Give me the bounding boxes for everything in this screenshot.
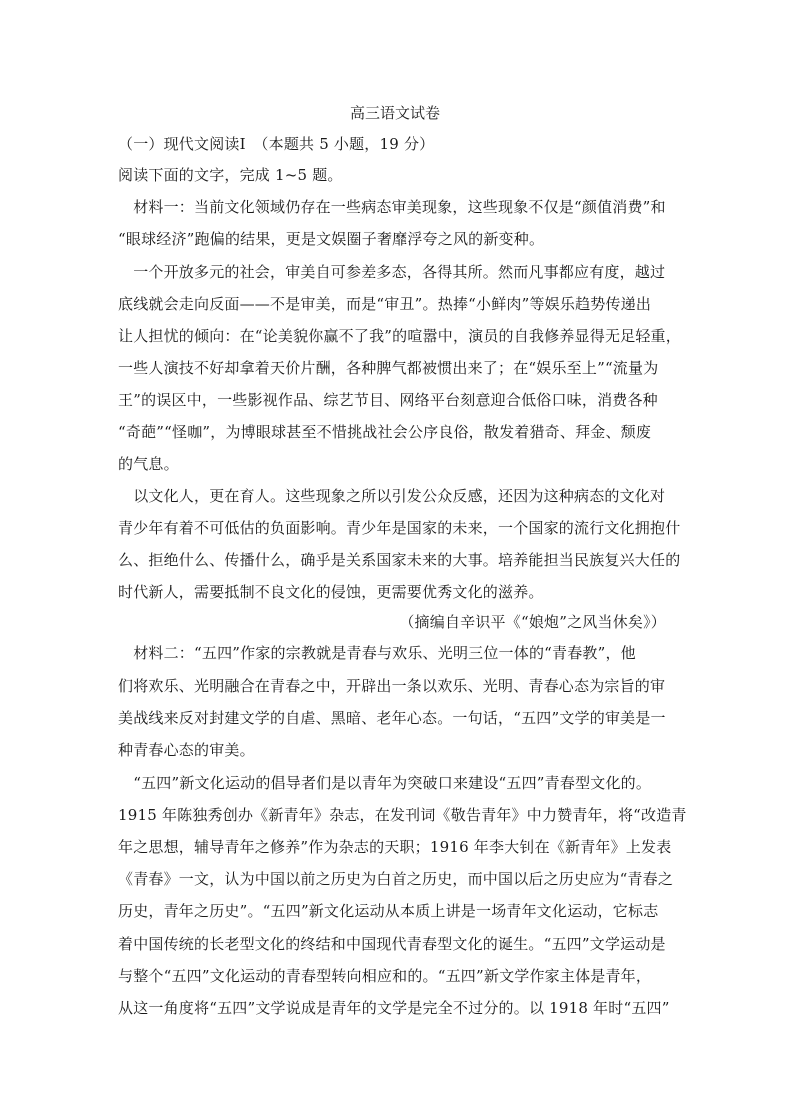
text-line: “眼球经济”跑偏的结果，更是文娱圈子奢靡浮夸之风的新变种。 <box>118 230 545 248</box>
text-line: 1915 年陈独秀创办《新青年》杂志，在发刊词《敬告青年》中力赞青年，将“改造青 <box>118 806 687 824</box>
text-line: 一个开放多元的社会，审美自可参差多态，各得其所。然而凡事都应有度，越过 <box>118 263 666 281</box>
text-line: 材料一：当前文化领域仍存在一些病态审美现象，这些现象不仅是“颜值消费”和 <box>118 198 666 216</box>
source-citation: （摘编自辛识平《“娘炮”之风当休矣》） <box>399 613 666 631</box>
text-line: 材料二：“五四”作家的宗教就是青春与欢乐、光明三位一体的“青春教”，他 <box>118 644 636 662</box>
text-line: 着中国传统的长老型文化的终结和中国现代青春型文化的诞生。“五四”文学运动是 <box>118 935 666 953</box>
page-title: 高三语文试卷 <box>349 104 440 122</box>
text-line: 以文化人，更在育人。这些现象之所以引发公众反感，还因为这种病态的文化对 <box>118 487 666 505</box>
text-line: 美战线来反对封建文学的自虐、黑暗、老年心态。一句话，“五四”文学的审美是一 <box>118 709 666 727</box>
instruction: 阅读下面的文字，完成 1~5 题。 <box>118 166 343 184</box>
text-line: 让人担忧的倾向：在“论美貌你赢不了我”的喧嚣中，演员的自我修养显得无足轻重， <box>118 327 681 345</box>
text-line: 青少年有着不可低估的负面影响。青少年是国家的未来，一个国家的流行文化拥抱什 <box>118 519 681 537</box>
text-line: 一些人演技不好却拿着天价片酬，各种脾气都被惯出来了；在“娱乐至上”“流量为 <box>118 359 659 377</box>
text-line: “五四”新文化运动的倡导者们是以青年为突破口来建设“五四”青春型文化的。 <box>118 774 652 792</box>
text-line: 种青春心态的审美。 <box>118 741 255 759</box>
text-line: 历史，青年之历史”。“五四”新文化运动从本质上讲是一场青年文化运动，它标志 <box>118 902 659 920</box>
text-line: 王”的误区中，一些影视作品、综艺节目、网络平台刻意迎合低俗口味，消费各种 <box>118 391 658 409</box>
text-line: 从这一角度将“五四”文学说成是青年的文学是完全不过分的。以 1918 年时“五四” <box>118 999 670 1017</box>
section-heading: （一）现代文阅读Ⅰ （本题共 5 小题，19 分） <box>118 135 435 153</box>
text-line: “奇葩”“怪咖”，为博眼球甚至不惜挑战社会公序良俗，散发着猎奇、拜金、颓废 <box>118 423 652 441</box>
text-line: 们将欢乐、光明融合在青春之中，开辟出一条以欢乐、光明、青春心态为宗旨的审 <box>118 677 666 695</box>
text-line: 时代新人，需要抵制不良文化的侵蚀，更需要优秀文化的滋养。 <box>118 583 544 601</box>
text-line: 的气息。 <box>118 455 179 473</box>
text-line: 年之思想，辅导青年之修养”作为杂志的天职；1916 年李大钊在《新青年》上发表 <box>118 838 672 856</box>
text-line: 与整个“五四”文化运动的青春型转向相应和的。“五四”新文学作家主体是青年， <box>118 967 652 985</box>
text-line: 《青春》一文，认为中国以前之历史为白首之历史，而中国以后之历史应为“青春之 <box>118 870 674 888</box>
text-line: 么、拒绝什么、传播什么，确乎是关系国家未来的大事。培养能担当民族复兴大任的 <box>118 551 681 569</box>
text-line: 底线就会走向反面——不是审美，而是“审丑”。热捧“小鲜肉”等娱乐趋势传递出 <box>118 295 652 313</box>
